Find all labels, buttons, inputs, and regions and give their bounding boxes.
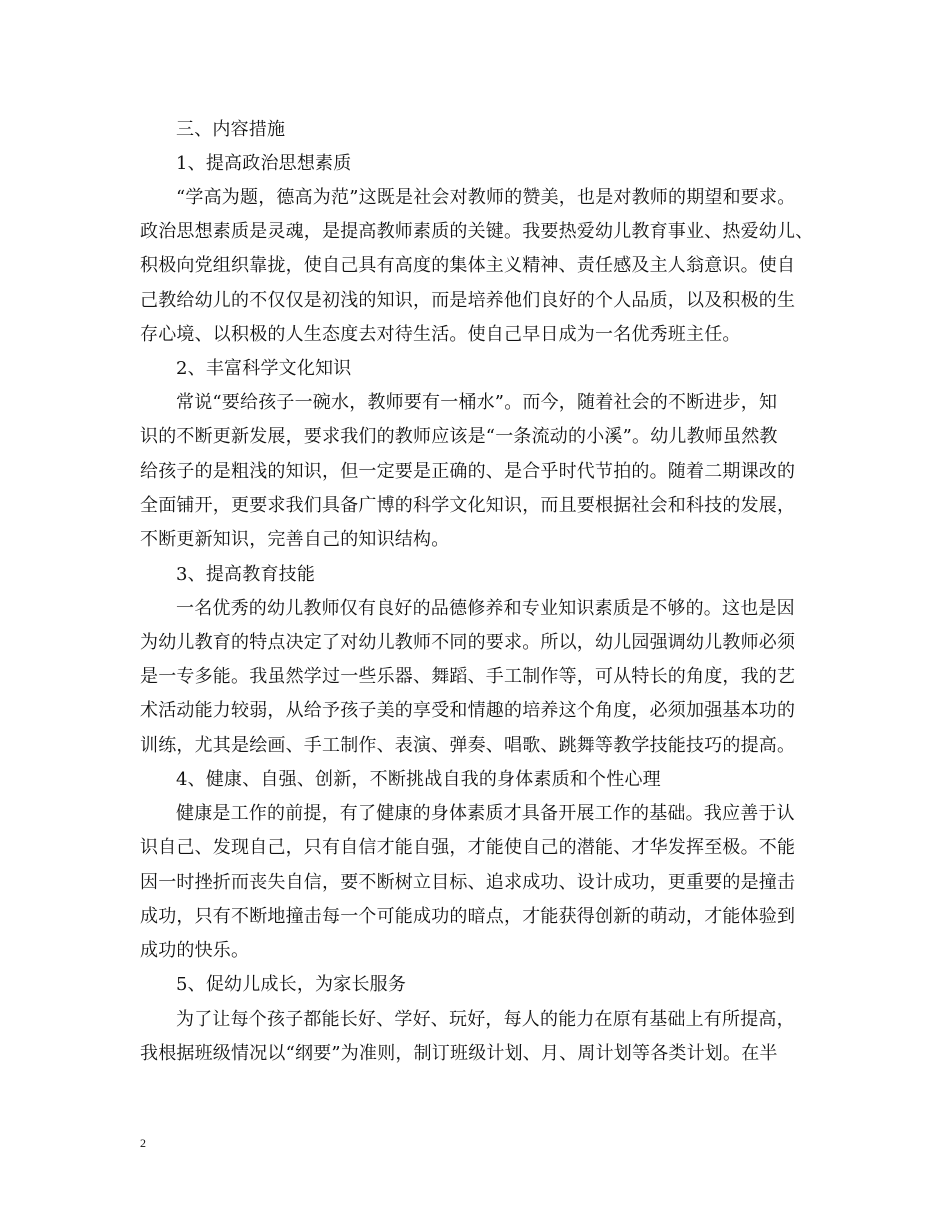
paragraph-line: 成功，只有不断地撞击每一个可能成功的暗点，才能获得创新的萌动，才能体验到 <box>140 906 796 927</box>
subheading-4: 4、健康、自强、创新，不断挑战自我的身体素质和个性心理 <box>176 769 661 790</box>
paragraph-line: 存心境、以积极的人生态度去对待生活。使自己早日成为一名优秀班主任。 <box>140 324 741 345</box>
paragraph-line: 是一专多能。我虽然学过一些乐器、舞蹈、手工制作等，可从特长的角度，我的艺 <box>140 666 796 687</box>
paragraph-line: 不断更新知识，完善自己的知识结构。 <box>140 529 450 550</box>
paragraph-line: 因一时挫折而丧失自信，要不断树立目标、追求成功、设计成功，更重要的是撞击 <box>140 872 796 893</box>
paragraph-line: 常说“要给孩子一碗水，教师要有一桶水”。而今，随着社会的不断进步，知 <box>176 392 778 413</box>
paragraph-line: 成功的快乐。 <box>140 940 250 961</box>
paragraph-line: “学高为题，德高为范”这既是社会对教师的赞美，也是对教师的期望和要求。 <box>176 187 796 208</box>
paragraph-line: 为幼儿教育的特点决定了对幼儿教师不同的要求。所以，幼儿园强调幼儿教师必须 <box>140 632 796 653</box>
paragraph-line: 训练，尤其是绘画、手工制作、表演、弹奏、唱歌、跳舞等教学技能技巧的提高。 <box>140 735 796 756</box>
paragraph-line: 为了让每个孩子都能长好、学好、玩好，每人的能力在原有基础上有所提高， <box>176 1009 795 1030</box>
subheading-3: 3、提高教育技能 <box>176 564 316 585</box>
paragraph-line: 一名优秀的幼儿教师仅有良好的品德修养和专业知识素质是不够的。这也是因 <box>176 598 795 619</box>
page-number: 2 <box>140 1136 146 1150</box>
paragraph-line: 积极向党组织靠拢，使自己具有高度的集体主义精神、责任感及主人翁意识。使自 <box>140 255 796 276</box>
paragraph-line: 政治思想素质是灵魂，是提高教师素质的关键。我要热爱幼儿教育事业、热爱幼儿、 <box>140 221 814 242</box>
paragraph-line: 识的不断更新发展，要求我们的教师应该是“一条流动的小溪”。幼儿教师虽然教 <box>140 426 778 447</box>
paragraph-line: 给孩子的是粗浅的知识，但一定要是正确的、是合乎时代节拍的。随着二期课改的 <box>140 461 796 482</box>
subheading-2: 2、丰富科学文化知识 <box>176 358 352 379</box>
paragraph-line: 识自己、发现自己，只有自信才能自强，才能使自己的潜能、才华发挥至极。不能 <box>140 837 796 858</box>
paragraph-line: 术活动能力较弱，从给予孩子美的享受和情趣的培养这个角度，必须加强基本功的 <box>140 700 796 721</box>
paragraph-line: 健康是工作的前提，有了健康的身体素质才具备开展工作的基础。我应善于认 <box>176 803 795 824</box>
subheading-1: 1、提高政治思想素质 <box>176 153 352 174</box>
subheading-5: 5、促幼儿成长，为家长服务 <box>176 974 407 995</box>
section-heading: 三、内容措施 <box>176 119 286 140</box>
paragraph-line: 我根据班级情况以“纲要”为准则，制订班级计划、月、周计划等各类计划。在半 <box>140 1043 778 1064</box>
paragraph-line: 全面铺开，更要求我们具备广博的科学文化知识，而且要根据社会和科技的发展， <box>140 495 796 516</box>
paragraph-line: 己教给幼儿的不仅仅是初浅的知识，而是培养他们良好的个人品质，以及积极的生 <box>140 290 796 311</box>
